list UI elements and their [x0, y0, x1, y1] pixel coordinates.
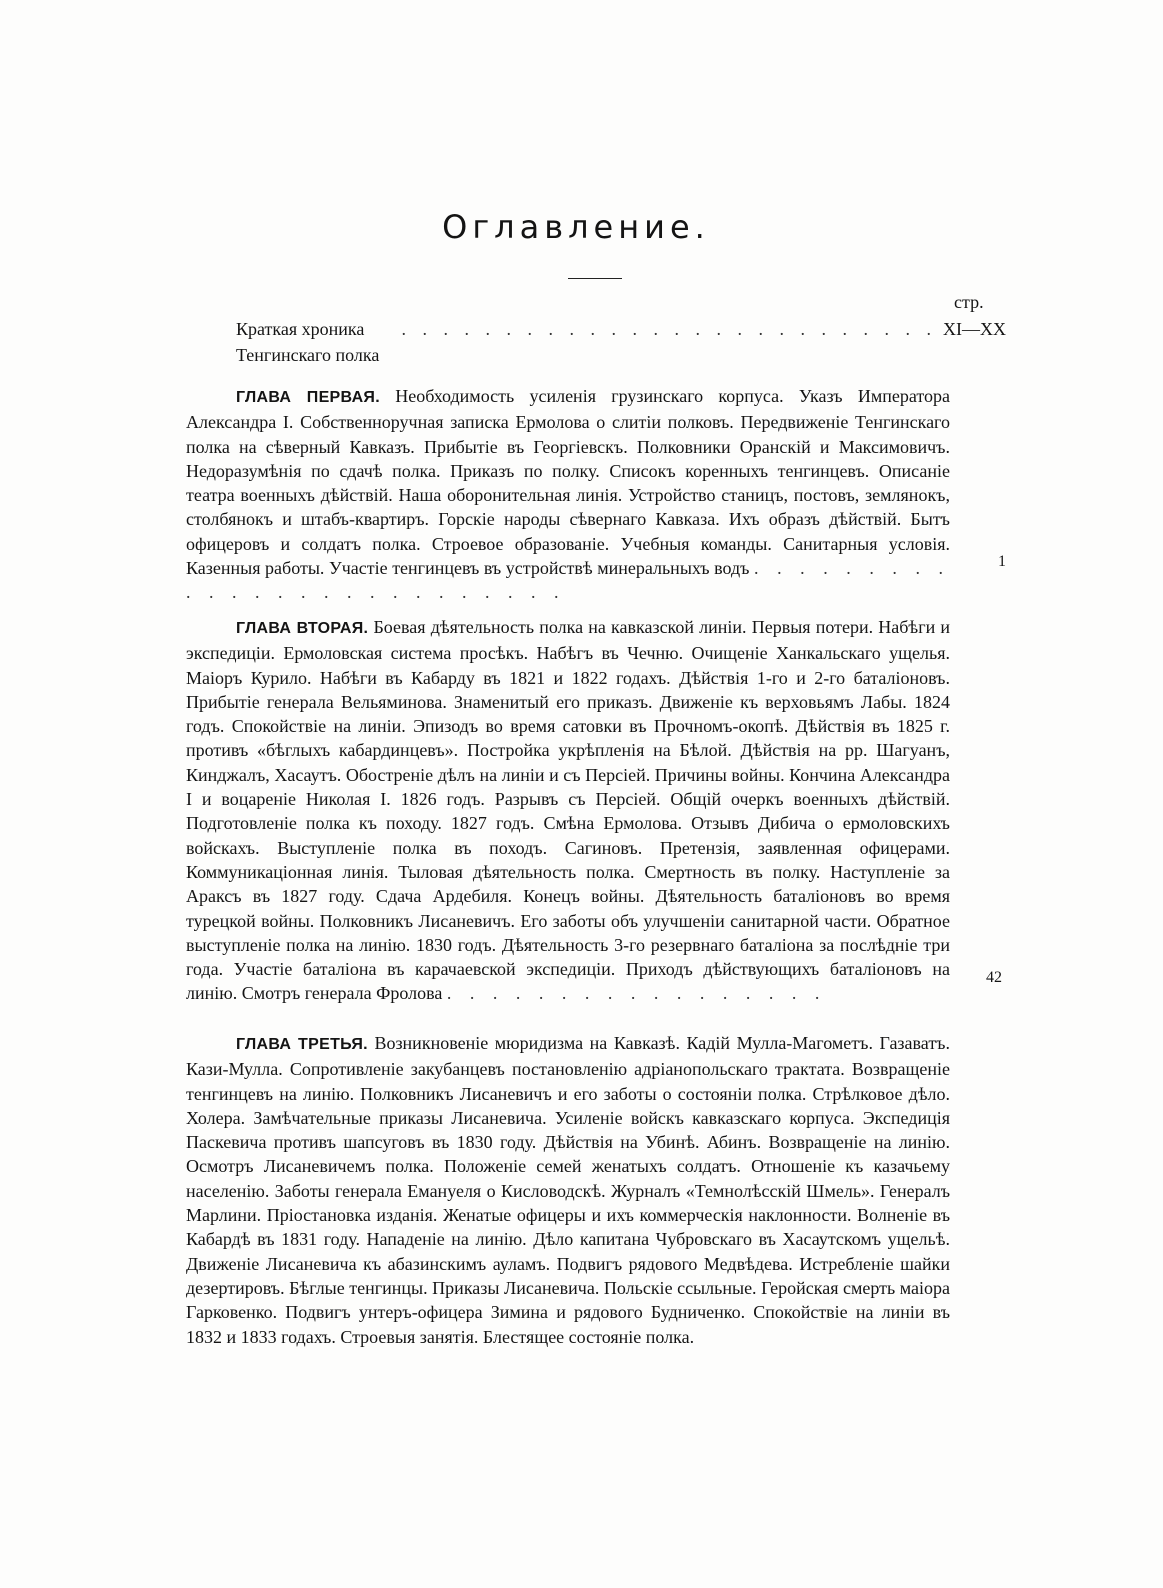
chapter-page-number: 42	[986, 969, 1002, 986]
chronicle-page-range: XI—XX	[943, 319, 1006, 339]
page-title: Оглавление.	[442, 208, 710, 246]
chapter-page-number: 1	[998, 553, 1006, 570]
toc-entry-chapter-1	[186, 384, 950, 605]
toc-entry-chapter-2	[186, 615, 950, 1006]
toc-entry-chapter-3	[186, 1031, 950, 1349]
page-column-label: стр.	[954, 292, 984, 312]
chapter-heading: ГЛАВА ТРЕТЬЯ.	[236, 1036, 368, 1053]
dot-leader: . . . . . . . . . . . . . . . . . . . . . . . . . .	[401, 319, 937, 339]
chapter-heading: ГЛАВА ВТОРАЯ.	[236, 620, 369, 637]
chronicle-title: Краткая хроника Тенгинскаго полка	[236, 319, 380, 365]
chapter-summary: Необходимость усиленія грузинскаго корпуса. Указъ Императора Александра I. Собственноручная записка Ермолова о слитіи полковъ. Передвиженіе Тенгинскаго полка на сѣверный Кавказъ. Прибытіе въ Георгіевскъ. Полковники Оранскій и Максимовичъ. Недоразумѣнія по сдачѣ полка. Приказъ по полку. Списокъ коренныхъ тенгинцевъ. Описаніе театра военныхъ дѣйствій. Наша оборонительная линія. Устройство станицъ, постовъ, землянокъ, столбянокъ и штабъ-квартиръ. Горскіе народы сѣвернаго Кавказа. Ихъ образъ дѣйствій. Бытъ офицеровъ и солдатъ полка. Строевое образованіе. Учебныя команды. Санитарныя условія. Казенныя работы. Участіе тенгинцевъ въ устройствѣ минеральныхъ водъ	[186, 386, 950, 579]
chapter-summary: Возникновеніе мюридизма на Кавказѣ. Кадій Мулла-Магометъ. Газаватъ. Кази-Мулла. Сопротивленіе закубанцевъ постановленію адріанопольскаго трактата. Возвращеніе тенгинцевъ на линію. Полковникъ Лисаневичъ и его заботы о состояніи полка. Стрѣлковое дѣло. Холера. Замѣчательные приказы Лисаневича. Усиленіе войскъ кавказскаго корпуса. Экспедиція Паскевича противъ шапсуговъ въ 1830 году. Дѣйствія на Убинѣ. Абинъ. Возвращеніе на линію. Осмотръ Лисаневичемъ полка. Положеніе семей женатыхъ солдатъ. Отношеніе къ казачьему населенію. Заботы генерала Емануеля о Кисловодскѣ. Журналъ «Темнолѣсскій Шмель». Генералъ Марлини. Пріостановка изданія. Женатые офицеры и ихъ коммерческія наклонности. Волненіе въ Кабардѣ въ 1831 году. Нападеніе на линію. Дѣло капитана Чубровскаго въ Хасаутскомъ ущельѣ. Движеніе Лисаневича къ абазинскимъ ауламъ. Подвигъ рядового Медвѣдева. Истребленіе шайки дезертировъ. Бѣглые тенгинцы. Приказы Лисаневича. Польскіе ссыльные. Геройская смерть маіора Гарковенко. Подвигъ унтеръ-офицера Зимина и рядового Будниченко. Спокойствіе на линіи въ 1832 и 1833 годахъ. Строевыя занятія. Блестящее состояніе полка.	[186, 1033, 950, 1347]
chapter-summary: Боевая дѣятельность полка на кавказской линіи. Первыя потери. Набѣги и экспедиціи. Ермоловская система просѣкъ. Набѣгъ въ Чечню. Очищеніе Ханкальскаго ущелья. Маіоръ Курило. Набѣги въ Кабарду въ 1821 и 1822 годахъ. Дѣйствія 1-го и 2-го баталіоновъ. Прибытіе генерала Вельяминова. Знаменитый его приказъ. Движеніе къ верховьямъ Лабы. 1824 годъ. Спокойствіе на линіи. Эпизодъ во время сатовки въ Прочномъ-окопѣ. Дѣйствія въ 1825 г. противъ «бѣглыхъ кабардинцевъ». Постройка укрѣпленія на Бѣлой. Дѣйствія на рр. Шагуанъ, Кинджалъ, Хасаутъ. Обостреніе дѣлъ на линіи и съ Персіей. Причины войны. Кончина Александра I и воцареніе Николая I. 1826 годъ. Разрывъ съ Персіей. Общій очеркъ военныхъ дѣйствій. Подготовленіе полка къ походу. 1827 годъ. Смѣна Ермолова. Отзывъ Дибича о ермоловскихъ войскахъ. Выступленіе полка въ походъ. Сагиновъ. Претензія, заявленная офицерами. Коммуникаціонная линія. Тыловая дѣятельность полка. Смертность въ полку. Наступленіе за Араксъ въ 1827 году. Сдача Ардебиля. Конецъ войны. Дѣятельность баталіоновъ во время турецкой войны. Полковникъ Лисаневичъ. Его заботы объ улучшеніи санитарной части. Обратное выступленіе полка на линію. 1830 годъ. Дѣятельность 3-го резервнаго баталіона за послѣдніе три года. Участіе баталіона въ карачаевской экспедиціи. Приходъ дѣйствующихъ баталіоновъ на линію. Смотръ генерала Фролова	[186, 617, 950, 1004]
title-divider	[568, 278, 622, 279]
dot-leader: . . . . . . . . . . . . . . . . . . . . . . . . . .	[186, 558, 951, 603]
toc-entry-chronicle	[236, 316, 1006, 368]
dot-leader: . . . . . . . . . . . . . . . . .	[446, 983, 827, 1004]
chapter-heading: ГЛАВА ПЕРВАЯ.	[236, 389, 380, 406]
